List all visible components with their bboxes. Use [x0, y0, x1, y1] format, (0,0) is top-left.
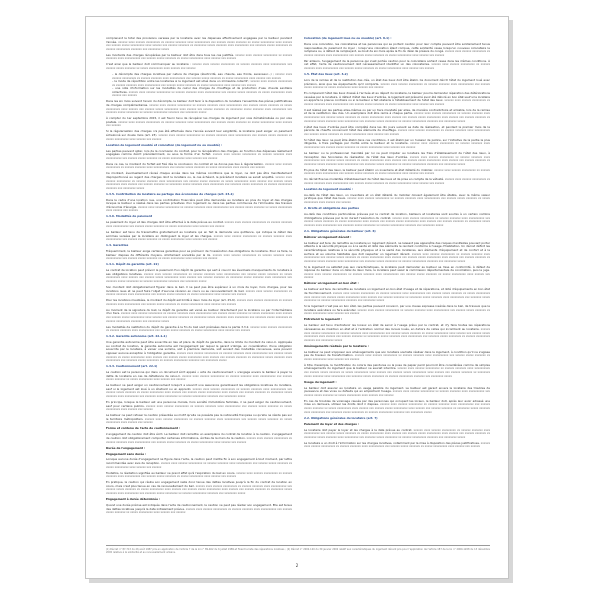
- subsection-heading: 2.2. Obligations générales du locataire (art. 7): [304, 415, 378, 420]
- subsection-heading: 1.4. Garanties: [106, 243, 129, 248]
- section-heading: Colocation (de logement loué nu ou meublé) (art. 8-1) :: [304, 37, 392, 40]
- body-paragraph: Son montant doit obligatoirement figurer dans le bail. Il ne peut pas être supérieur à un mois de loyer, hors charges, pour les locations nues et ne peut faire l'objet d'aucune révision en cours ou au renouvellement du bail. xxxxxx xxxx xxxxxx xxxxxxxxx xx xxxxxx xxxxxxx xxxx xxxxxxxxxx xxx xxxxxx xxxxx xxxxxxx xx xxxxx xxxxxxxxx xxxx xxxxxx xxx xxxxxx: [106, 286, 292, 297]
- body-paragraph: Le bailleur ne peut exiger un cautionnement lorsqu'il a souscrit une assurance garantissant les obligations locatives du locataire, sauf si le logement est loué à un étudiant ou un apprenti. xxxxxx xxxx xxxxxx xxxxxxxxx xx xxxxxx xxxxxxx xxxx xxxxxxxxxx xxx xxxxxx xxxxx xxxxxxx xx xxxxx xxxxxxxxx xxxx xxxxxx xxx xxxxxx xxxxx xxxxxxxxx xxxx xxxxxx xxx xxxxxx xxxxxxx xx xxxxxxxx xxxxx xxxxxxx xxxx xxxxxxxxx xxx xxxxxxx xxxxx xxxxxxxx xx xxxxxx xxxxxxxxx xxxxxxx xxx xxxxxxxx xxxxx: [106, 384, 292, 398]
- body-paragraph: Les modalités de restitution du dépôt de garantie à la fin du bail sont précisées dans la partie 3.3.2. xxxxxx xxxx xxxxxx xxxxxxxxx xx xxxxxx xxxxxxx xxxx xxxxxxxxxx xxx xxxxxx xxxxx xxxxxxx xx xxxxx xxxxxxxxx xxxx xxxxxx xxx xxxxxx: [106, 326, 292, 333]
- body-paragraph: Par ailleurs, l'engagement de la personne qui s'est portée caution pour le colocataire sortant cesse dans les mêmes conditions. À cet effet, l'acte de cautionnement doit nécessairement identifier un des colocataires. xxxxxx xxxx xxxxxx xxxxxxxxx xx xxxxxx xxxxxxx xxxx xxxxxxxxxx xxx xxxxxx xxxxx xxxxxxx xx xxxxx xxxxxxxxx xxxx xxxxxx xxx xxxxxx: [304, 60, 490, 71]
- body-paragraph: Le bailleur doit assurer au locataire un usage paisible du logement. Le bailleur est garant envers le locataire des troubles de jouissance et des vices ou défauts qui en empêchent l'usage. xxxxxx xxxx xxxxxx xxxxxxxxx xx xxxxxx xxxxxxx xxxx xxxxxxxxxx xxx xxxxxx xxxxx xxxxxxx xx xxxxx xxxxxxxxx xxxx xxxxxx xxx xxxxxx: [304, 387, 490, 398]
- body-paragraph: Au-delà de l'état des lieux, un inventaire et un état détaillé du mobilier doivent également être établis, avec la même valeur juridique que l'état des lieux. xxxxxx xxxx xxxxxx xxxxxxxxx xx xxxxxx xxxxxxx xxxx xxxxxxxxxx xxx xxxxxx xxxxx xxxxxxx xx xxxxx xxxxxxxxx xxxx xxxxxx xxx xxxxxx: [304, 194, 490, 205]
- left-column: [106, 37, 292, 542]
- subsection-heading: 1.4.3. Cautionnement (art. 22-1): [106, 364, 158, 369]
- body-paragraph: Le locataire a un droit à l'information sur les charges locatives, notamment par la mise à disposition des pièces justificatives. xxxxxx xxxx xxxxxx xxxxxxxxx xx xxxxxx xxxxxxx xxxx xxxxxxxxxx xxx xxxxxx xxxxx xxxxxxx xx xxxxx xxxxxxxxx xxxx xxxxxx xxx xxxxxx: [304, 442, 490, 449]
- body-paragraph: Dans le cadre d'une location nue, une contribution financière peut être demandée au locataire en plus du loyer et des charges lorsque le bailleur a réalisé dans les parties privatives d'un logement ou dans les parties communes de l'immeuble des travaux d'économie d'énergie. xxxxxx xxxx xxxxxx xxxxxxxxx xx xxxxxx xxxxxxx xxxx xxxxxxxxxx xxx xxxxxx xxxxx xxxxxxx xx xxxxx xxxxxxxxx xxxx xxxxxx xxx xxxxxx: [106, 199, 292, 213]
- body-paragraph: Si le logement ne satisfait pas aux caractéristiques, le locataire peut demander au bailleur sa mise en conformité. À défaut de réponse du bailleur dans un délai de deux mois, le locataire peut saisir la commission départementale de conciliation, puis le juge. xxxxxx xxxx xxxxxx xxxxxxxxx xx xxxxxx xxxxxxx xxxx xxxxxxxxxx xxx xxxxxx xxxxx xxxxxxx xx xxxxx xxxxxxxxx xxxx xxxxxx xxx xxxxxx: [304, 266, 490, 280]
- paragraph-heading: Engagement à durée déterminée :: [106, 497, 161, 501]
- body-paragraph: Le bailleur est tenu de remettre au locataire un logement en bon état d'usage et de réparations, et doté d'équipements en bon état de fonctionnement. xxxxxx xxxx xxxxxx xxxxxxxxx xx xxxxxx xxxxxxx xxxx xxxxxxxxxx xxx xxxxxx xxxxx xxxxxxx xx xxxxx xxxxxxxxx xxxx xxxxxx xxx xxxxxx xxxxx xxxxxxxxx xxxx xxxxxx xxx xxxxxx xxxxxxx xx xxxxxxxx xxxxx xxxxxxx xxxx xxxxxxxxx xxx xxxxxxx xxxxx xxxxxxxx xx xxxxxx xxxxxxxxx xxxxxxx xxx xxxxxxxx xxxxx: [304, 288, 490, 302]
- body-paragraph: Si la régularisation des charges n'a pas été effectuée dans l'année suivant leur exigibilité, le locataire peut exiger un paiement échelonné sur douze mois (art. 23). xxxxxx xxxx xxxxxx xxxxxxxxx xx xxxxxx xxxxxxx xxxx xxxxxxxxxx xxx xxxxxx xxxxx xxxxxxx xx xxxxx xxxxxxxxx xxxx xxxxxx xxx xxxxxx: [106, 130, 292, 141]
- subsection-heading: 1.4.1. Dépôt de garantie (art. 22): [106, 262, 159, 267]
- body-paragraph: Le bailleur ne peut s'opposer aux aménagements que son locataire souhaite réaliser dans le logement, à condition qu'il ne s'agisse pas de travaux de transformation. xxxxxx xxxx xxxxxx xxxxxxxxx xx xxxxxx xxxxxxx xxxx xxxxxxxxxx xxx xxxxxx xxxxx xxxxxxx xx xxxxx xxxxxxxxx xxxx xxxxxx xxx xxxxxx: [304, 351, 490, 362]
- bullet-list: [112, 73, 292, 98]
- body-paragraph: Une garantie autonome peut être souscrite en lieu et place du dépôt de garantie, dans la limite du montant de celui-ci. Appliquée au contrat de location, la garantie autonome est l'engagement par lequel le garant s'oblige, en considération d'une obligation souscrite par le locataire, à verser une somme, soit à première demande, soit suivant des modalités convenues, sans pouvoir opposer aucune exception à l'obligation garantie. xxxxxx xxxx xxxxxx xxxxxxxxx xx xxxxxx xxxxxxx xxxx xxxxxxxxxx xxx xxxxxx xxxxx xxxxxxx xx xxxxx xxxxxxxxx xxxx xxxxxx xxx xxxxxx xxxxx xxxxxxxxx xxxx xxxxxx xxx xxxxxx xxxxxxx xx xxxxxxxx xxxxx xxxxxxx xxxx xxxxxxxxx xxx xxxxxxx xxxxx xxxxxxxx xx xxxxxx xxxxxxxxx xxxxxxx xxx xxxxxxxx xxxxx: [106, 341, 292, 363]
- body-paragraph: Si l'état des lieux ne peut être établi dans ces conditions, il est établi par un huissier de justice, sur l'initiative de la partie la plus diligente, à frais partagés par moitié entre le bailleur et le locataire. xxxxxx xxxx xxxxxx xxxxxxxxx xx xxxxxx xxxxxxx xxxx xxxxxxxxxx xxx xxxxxx xxxxx xxxxxxx xx xxxxx xxxxxxxxx xxxx xxxxxx xxx xxxxxx: [304, 139, 490, 150]
- footnote: (1) Décret n° 87-713 du 26 août 1987 pris en application de l'article 7 de la loi n° 89-462 du 6 juillet 1989 et fixant la liste des réparations locatives ; (2) Décret n° 2002-120 du 30 janvier 2002 relatif aux caractéristiques du logement décent pris pour l'application de l'article 187 de la loi n° 2000-1208 du 13 décembre 2000 relative à la solidarité et au renouvellement urbains.: [106, 548, 490, 555]
- subsection-heading: 1.5. État des lieux (art. 3-2): [304, 71, 348, 76]
- body-paragraph: Au-delà des conditions particulières prévues par le contrat de location, bailleurs et locataires sont soumis à un certain nombre d'obligations prévues par la loi durant l'exécution du contrat. xxxxxx xxxx xxxxxx xxxxxxxxx xx xxxxxx xxxxxxx xxxx xxxxxxxxxx xxx xxxxxx xxxxx xxxxxxx xx xxxxx xxxxxxxxx xxxx xxxxxx xxx xxxxxx xxxxx xxxxxxxxx xxxx xxxxxx xxx xxxxxx xxxxxxx xx xxxxxxxx xxxxx xxxxxxx xxxx xxxxxxxxx xxx xxxxxxx xxxxx xxxxxxxx xx xxxxxx xxxxxxxxx xxxxxxx xxx xxxxxxxx xxxxx: [304, 213, 490, 227]
- section-heading: Location de logement meublé :: [304, 186, 353, 191]
- body-paragraph: La caution est la personne qui dans un document écrit appelé « acte de cautionnement » s'engage envers le bailleur à payer la dette du locataire en cas de défaillance de celui-ci. xxxxxx xxxx xxxxxx xxxxxxxxx xx xxxxxx xxxxxxx xxxx xxxxxxxxxx xxx xxxxxx xxxxx xxxxxxx xx xxxxx xxxxxxxxx xxxx xxxxxx xxx xxxxxx: [106, 371, 292, 382]
- section-heading: 2. Droits et obligations des parties: [304, 206, 359, 211]
- body-paragraph: Il est réalisé par les parties elles-mêmes ou par un tiers mandaté par elles, de manière contradictoire et amiable, lors de la remise et de la restitution des clés. Un exemplaire doit être remis à chaque partie. xxxxxx xxxx xxxxxx xxxxxxxxx xx xxxxxx xxxxxxx xxxx xxxxxxxxxx xxx xxxxxx xxxxx xxxxxxx xx xxxxx xxxxxxxxx xxxx xxxxxx xxx xxxxxx xxxxx xxxxxxxxx xxxx xxxxxx xxx xxxxxx xxxxxxx xx xxxxxxxx xxxxx xxxxxxx xxxx xxxxxxxxx xxx xxxxxxx xxxxx xxxxxxxx xx xxxxxx xxxxxxxxx xxxxxxx xxx xxxxxxxx xxxxx: [304, 109, 490, 123]
- section-heading: Location de logement meublé et colocation (de logement nu ou meublé) :: [106, 142, 223, 147]
- body-paragraph: En pratique, la caution qui résilie son engagement reste donc tenue des dettes locatives jusqu'à la fin du contrat de location en cours, mais n'est plus tenue en cas de renouvellement du bail. xxxxxx xxxx xxxxxx xxxxxxxxx xx xxxxxx xxxxxxx xxxx xxxxxxxxxx xxx xxxxxx xxxxx xxxxxxx xx xxxxx xxxxxxxxx xxxx xxxxxx xxx xxxxxx xxxxx xxxxxxxxx xxxx xxxxxx xxx xxxxxx xxxxxxx xx xxxxxxxx xxxxx xxxxxxx xxxx xxxxxxxxx xxx xxxxxxx xxxxx xxxxxxxx xx xxxxxx xxxxxxxxx xxxxxxx xxx xxxxxxxx xxxxx: [106, 481, 292, 495]
- body-paragraph: Le bailleur est tenu de transmettre gratuitement au locataire qui en fait la demande une quittance, qui indique le détail des sommes versées par le locataire en distinguant le loyer et les charges. xxxxxx xxxx xxxxxx xxxxxxxxx xx xxxxxx xxxxxxx xxxx xxxxxxxxxx xxx xxxxxx xxxxx xxxxxxx xx xxxxx xxxxxxxxx xxxx xxxxxx xxx xxxxxx: [106, 231, 292, 242]
- body-paragraph: Fréquemment, le bailleur exige certaines garanties pour se prémunir de l'inexécution des obligations du locataire. Pour ce faire, le bailleur dispose de différents moyens, strictement encadrés par la loi. xxxxxx xxxx xxxxxx xxxxxxxxx xx xxxxxx xxxxxxx xxxx xxxxxxxxxx xxx xxxxxx xxxxx xxxxxxx xx xxxxx xxxxxxxxx xxxx xxxxxx xxx xxxxxx: [106, 250, 292, 261]
- body-paragraph: Les montants des charges récupérées par le bailleur doit être dans tous les cas justifiés. xxxxxx xxxx xxxxxx xxxxxxxxx xx xxxxxx xxxxxxx xxxx xxxxxxxxxx xxx xxxxxx xxxxx xxxxxxx xx xxxxx xxxxxxxxx xxxx xxxxxx xxx xxxxxx: [106, 54, 292, 61]
- body-paragraph: Pour les locations meublées, le montant du dépôt est limité à deux mois de loyer (art. 25-6). xxxxxx xxxx xxxxxx xxxxxxxxx xx xxxxxx xxxxxxx xxxx xxxxxxxxxx xxx xxxxxx xxxxx xxxxxxx xx xxxxx xxxxxxxxx xxxx xxxxxx xxx xxxxxx: [106, 299, 292, 306]
- subsection-heading: 1.3.6. Modalités de paiement: [106, 214, 153, 219]
- subsection-heading: 2.1. Obligations générales du bailleur (art. 6): [304, 228, 376, 233]
- footnote-divider: [106, 545, 490, 546]
- body-paragraph: Le locataire doit payer le loyer et les charges à la date prévue au contrat. xxxxxx xxxx xxxxxx xxxxxxxxx xx xxxxxx xxxxxxx xxxx xxxxxxxxxx xxx xxxxxx xxxxx xxxxxxx xx xxxxx xxxxxxxxx xxxx xxxxxx xxx xxxxxx xxxxx xxxxxxxxx xxxx xxxxxx xxx xxxxxx xxxxxxx xx xxxxxxxx xxxxx xxxxxxx xxxx xxxxxxxxx xxx xxxxxxx xxxxx xxxxxxxx xx xxxxxx xxxxxxxxx xxxxxxx xxx xxxxxxxx xxxxx: [304, 429, 490, 440]
- body-paragraph: En cas de troubles de voisinage causés par des personnes qui occupent les locaux, le bailleur doit, après leur avoir adressé une mise en demeure, utiliser les droits dont il dispose. xxxxxx xxxx xxxxxx xxxxxxxxx xx xxxxxx xxxxxxx xxxx xxxxxxxxxx xxx xxxxxx xxxxx xxxxxxx xx xxxxx xxxxxxxxx xxxx xxxxxx xxx xxxxxx xxxxx xxxxxxxxx xxxx xxxxxx xxx xxxxxx xxxxxxx xx xxxxxxxx xxxxx xxxxxxx xxxx xxxxxxxxx xxx xxxxxxx xxxxx xxxxxxxx xx xxxxxx xxxxxxxxx xxxxxxx xxx xxxxxxxx xxxxx: [304, 400, 490, 414]
- right-column: [304, 37, 490, 542]
- subsection-heading: 1.3.5. Contribution du locataire au partage des économies de charges (art. 23-1): [106, 191, 234, 196]
- body-paragraph: Dans une colocation, les colocataires et les personnes qui se portent caution pour leur compte peuvent être solidairement tenus responsables du paiement du loyer ; lorsqu'une colocation étant rompue, cette solidarité cesse lorsqu'un nouveau colocataire le remplace ou, à défaut de remplaçant, au bout de six mois après la fin du délai de préavis du congé. xxxxxx xxxx xxxxxx xxxxxxxxx xx xxxxxx xxxxxxx xxxx xxxxxxxxxx xxx xxxxxx xxxxx xxxxxxx xx xxxxx xxxxxxxxx xxxx xxxxxx xxx xxxxxx: [304, 43, 490, 57]
- page-columns: [106, 37, 490, 542]
- body-paragraph: comprenant le total des provisions versées par le locataire avec les dépenses effectivement engagées par le bailleur pendant l'année. xxxxxx xxxx xxxxxx xxxxxxxxx xx xxxxxx xxxxxxx xxxx xxxxxxxxxx xxx xxxxxx xxxxx xxxxxxx xx xxxxx xxxxxxxxx xxxx xxxxxx xxx xxxxxx xxxxx xxxxxxxxx xxxx xxxxxx xxx xxxxxx xxxxxxx xx xxxxxxxx xxxxx xxxxxxx xxxx xxxxxxxxx xxx xxxxxxx xxxxx xxxxxxxx xx xxxxxx xxxxxxxxx xxxxxxx xxx xxxxxxxx xxxxx: [106, 37, 292, 51]
- body-paragraph: À titre d'exemple, la modification du coloris des peintures ou la pose de papier peint pourront être considérées comme de simples aménagements du logement que le bailleur ne saurait interdire. xxxxxx xxxx xxxxxx xxxxxxxxx xx xxxxxx xxxxxxx xxxx xxxxxxxxxx xxx xxxxxx xxxxx xxxxxxx xx xxxxx xxxxxxxxx xxxx xxxxxx xxx xxxxxx xxxxx xxxxxxxxx xxxx xxxxxx xxx xxxxxx xxxxxxx xx xxxxxxxx xxxxx xxxxxxx xxxx xxxxxxxxx xxx xxxxxxx xxxxx xxxxxxxx xx xxxxxx xxxxxxxxx xxxxxxx xxx xxxxxxxx xxxxx: [304, 364, 490, 378]
- body-paragraph: Le contrat de location peut prévoir le paiement d'un dépôt de garantie qui sert à couvrir les éventuels manquements du locataire à ses obligations locatives. xxxxxx xxxx xxxxxx xxxxxxxxx xx xxxxxx xxxxxxx xxxx xxxxxxxxxx xxx xxxxxx xxxxx xxxxxxx xx xxxxx xxxxxxxxx xxxx xxxxxx xxx xxxxxx xxxxx xxxxxxxxx xxxx xxxxxx xxx xxxxxx xxxxxxx xx xxxxxxxx xxxxx xxxxxxx xxxx xxxxxxxxx xxx xxxxxxx xxxxx xxxxxxxx xx xxxxxx xxxxxxxxx xxxxxxx xxx xxxxxxxx xxxxx: [106, 269, 292, 283]
- body-paragraph: Le bailleur ne peut refuser la caution présentée au motif qu'elle ne possède pas la nationalité française ou qu'elle ne réside pas sur le territoire métropolitain. xxxxxx xxxx xxxxxx xxxxxxxxx xx xxxxxx xxxxxxx xxxx xxxxxxxxxx xxx xxxxxx xxxxx xxxxxxx xx xxxxx xxxxxxxxx xxxx xxxxxx xxx xxxxxx: [106, 414, 292, 425]
- body-paragraph: Un décret fixe les modalités d'établissement de l'état des lieux et de prise en compte de la vétusté. xxxxxx xxxx xxxxxx xxxxxxxxx xx xxxxxx xxxxxxx xxxx xxxxxxxxxx xxx xxxxxx xxxxx xxxxxxx xx xxxxx xxxxxxxxx xxxx xxxxxx xxx xxxxxx: [304, 178, 490, 185]
- body-paragraph: L'état des lieux d'entrée peut être complété dans les dix jours suivant sa date de réalisation, et pendant le premier mois de la période de chauffe concernant l'état des éléments de chauffage. xxxxxx xxxx xxxxxx xxxxxxxxx xx xxxxxx xxxxxxx xxxx xxxxxxxxxx xxx xxxxxx xxxxx xxxxxxx xx xxxxx xxxxxxxxx xxxx xxxxxx xxx xxxxxx: [304, 126, 490, 137]
- body-paragraph: Le bailleur est tenu d'entretenir les locaux en état de servir à l'usage prévu par le contrat, et d'y faire toutes les réparations nécessaires au maintien en état et à l'entretien normal des locaux loués, en dehors de celles qui incombent au locataire. xxxxxx xxxx xxxxxx xxxxxxxxx xx xxxxxx xxxxxxx xxxx xxxxxxxxxx xxx xxxxxx xxxxx xxxxxxx xx xxxxx xxxxxxxxx xxxx xxxxxx xxx xxxxxx xxxxx xxxxxxxxx xxxx xxxxxx xxx xxxxxx xxxxxxx xx xxxxxxxx xxxxx xxxxxxx xxxx xxxxxxxxx xxx xxxxxxx xxxxx xxxxxxxx xx xxxxxx xxxxxxxxx xxxxxxx xxx xxxxxxxx xxxxx: [304, 324, 490, 342]
- paragraph-heading: Délivrer un logement décent :: [304, 234, 352, 239]
- list-item: – le décompte des charges locatives par nature de charges (électricité, eau chaude, eau froide, ascenseur...) ; xxxxxx xxxx xxxxxx xxxxxxxxx xx xxxxxx xxxxxxx xxxx xxxxxxxxxx xxx xxxxxx xxxxx xxxxxxx xx xxxxx xxxxxxxxx xxxx xxxxxx xxx xxxxxx: [112, 73, 292, 80]
- body-paragraph: Les parties peuvent opter, lors de la conclusion du contrat, pour la récupération des charges, en fonction des dépenses réellement engagées comme décrit précédemment, ou sous la forme d'un forfait. xxxxxx xxxx xxxxxx xxxxxxxxx xx xxxxxx xxxxxxx xxxx xxxxxxxxxx xxx xxxxxx xxxxx xxxxxxx xx xxxxx xxxxxxxxx xxxx xxxxxx xxx xxxxxx: [106, 150, 292, 161]
- paragraph-heading: Délivrer un logement en bon état :: [304, 281, 359, 286]
- body-paragraph: Le paiement du loyer et des charges doit être effectué à la date prévue au contrat. xxxxxx xxxx xxxxxx xxxxxxxxx xx xxxxxx xxxxxxx xxxx xxxxxxxxxx xxx xxxxxx xxxxx xxxxxxx xx xxxxx xxxxxxxxx xxxx xxxxxx xxx xxxxxx: [106, 221, 292, 228]
- body-paragraph: Ce montant, éventuellement révisé chaque année dans les mêmes conditions que le loyer, ne doit pas être manifestement disproportionné au regard des charges dont le locataire ou, le cas échéant, le précédent locataire se serait acquitté. xxxxxx xxxx xxxxxx xxxxxxxxx xx xxxxxx xxxxxxx xxxx xxxxxxxxxx xxx xxxxxx xxxxx xxxxxxx xx xxxxx xxxxxxxxx xxxx xxxxxx xxx xxxxxx xxxxx xxxxxxxxx xxxx xxxxxx xxx xxxxxx xxxxxxx xx xxxxxxxx xxxxx xxxxxxx xxxx xxxxxxxxx xxx xxxxxxx xxxxx xxxxxxxx xx xxxxxx xxxxxxxxx xxxxxxx xxx xxxxxxxx xxxxx: [106, 172, 292, 190]
- body-paragraph: Lors de la remise et de la restitution des clés, un état des lieux doit être établi. Ce document décrit l'état du logement loué avec précision, ainsi que les équipements qu'il comporte. xxxxxx xxxx xxxxxx xxxxxxxxx xx xxxxxx xxxxxxx xxxx xxxxxxxxxx xxx xxxxxx xxxxx xxxxxxx xx xxxxx xxxxxxxxx xxxx xxxxxx xxx xxxxxx: [304, 79, 490, 90]
- body-paragraph: Toutefois, la résiliation signifiée au bailleur ne prend effet qu'à l'expiration du bail en cours. xxxxxx xxxx xxxxxx xxxxxxxxx xx xxxxxx xxxxxxx xxxx xxxxxxxxxx xxx xxxxxx xxxxx xxxxxxx xx xxxxx xxxxxxxxx xxxx xxxxxx xxx xxxxxx: [106, 472, 292, 479]
- body-paragraph: En principe, lorsque le bailleur est une personne morale, hors société immobilière familiale, il ne peut exiger de cautionnement, sauf pour certains publics. xxxxxx xxxx xxxxxx xxxxxxxxx xx xxxxxx xxxxxxx xxxx xxxxxxxxxx xxx xxxxxx xxxxx xxxxxxx xx xxxxx xxxxxxxxx xxxx xxxxxx xxx xxxxxx: [106, 401, 292, 412]
- paragraph-heading: Engagement sans durée :: [106, 451, 147, 456]
- body-paragraph: Au moment de la signature du bail, le dépôt de garantie est versé au bailleur directement par le locataire ou par l'intermédiaire d'un tiers. xxxxxx xxxx xxxxxx xxxxxxxxx xx xxxxxx xxxxxxx xxxx xxxxxxxxxx xxx xxxxxx xxxxx xxxxxxx xx xxxxx xxxxxxxxx xxxx xxxxxx xxx xxxxxx xxxxx xxxxxxxxx xxxx xxxxxx xxx xxxxxx xxxxxxx xx xxxxxxxx xxxxx xxxxxxx xxxx xxxxxxxxx xxx xxxxxxx xxxxx xxxxxxxx xx xxxxxx xxxxxxxxx xxxxxxx xxx xxxxxxxx xxxxx: [106, 309, 292, 323]
- body-paragraph: Dans ce cas, le montant du forfait est fixé dès la conclusion du contrat et ne donne pas lieu à régularisation. xxxxxx xxxx xxxxxx xxxxxxxxx xx xxxxxx xxxxxxx xxxx xxxxxxxxxx xxx xxxxxx xxxxx xxxxxxx xx xxxxx xxxxxxxxx xxxx xxxxxx xxx xxxxxx: [106, 163, 292, 170]
- paragraph-heading: Entretenir le logement :: [304, 317, 342, 322]
- body-paragraph: Le bailleur ou le professionnel mandaté par lui ne peut imputer au locataire les frais d'établissement de l'état des lieux, à l'exception des honoraires de réalisation de l'état des lieux d'entrée. xxxxxx xxxx xxxxxx xxxxxxxxx xx xxxxxx xxxxxxx xxxx xxxxxxxxxx xxx xxxxxx xxxxx xxxxxxx xx xxxxx xxxxxxxxx xxxx xxxxxx xxx xxxxxx xxxxx xxxxxxxxx xxxx xxxxxx xxx xxxxxx xxxxxxx xx xxxxxxxx xxxxx xxxxxxx xxxx xxxxxxxxx xxx xxxxxxx xxxxx xxxxxxxx xx xxxxxx xxxxxxxxx xxxxxxx xxx xxxxxxxx xxxxx: [304, 152, 490, 166]
- document-page: [85, 16, 509, 579]
- body-paragraph: En plus de l'état des lieux, le bailleur peut établir un inventaire et état détaillé du mobilier. xxxxxx xxxx xxxxxx xxxxxxxxx xx xxxxxx xxxxxxx xxxx xxxxxxxxxx xxx xxxxxx xxxxx xxxxxxx xx xxxxx xxxxxxxxx xxxx xxxxxx xxx xxxxxx: [304, 169, 490, 176]
- body-paragraph: À compter du 1er septembre 2015, il est fourni tenu de récupérer les charges de logement par voie dématérialisée ou par voie postale. xxxxxx xxxx xxxxxx xxxxxxxxx xx xxxxxx xxxxxxx xxxx xxxxxxxxxx xxx xxxxxx xxxxx xxxxxxx xx xxxxx xxxxxxxxx xxxx xxxxxx xxx xxxxxx: [106, 117, 292, 128]
- paragraph-heading: Durée de l'engagement :: [106, 445, 146, 450]
- body-paragraph: Si le logement n'est pas en bon état, les parties peuvent convenir, par une clause expresse insérée dans le bail, de travaux que le locataire exécutera ou fera exécuter. xxxxxx xxxx xxxxxx xxxxxxxxx xx xxxxxx xxxxxxx xxxx xxxxxxxxxx xxx xxxxxx xxxxx xxxxxxx xx xxxxx xxxxxxxxx xxxx xxxxxx xxx xxxxxx: [304, 305, 490, 316]
- list-item: – une note d'information sur les modalités de calcul des charges de chauffage et de production d'eau chaude sanitaire collectives. xxxxxx xxxx xxxxxx xxxxxxxxx xx xxxxxx xxxxxxx xxxx xxxxxxxxxx xxx xxxxxx xxxxx xxxxxxx xx xxxxx xxxxxxxxx xxxx xxxxxx xxx xxxxxx: [112, 87, 292, 98]
- body-paragraph: En comparant l'état des lieux dressé à l'arrivée et au départ du locataire, le bailleur pourra demander réparation des détériorations causées par le locataire. À défaut d'état des lieux d'entrée, le logement est présumé avoir été délivré en bon état sauf si le locataire en apporte la preuve contraire ou si le bailleur a fait obstacle à l'établissement de l'état des lieux. xxxxxx xxxx xxxxxx xxxxxxxxx xx xxxxxx xxxxxxx xxxx xxxxxxxxxx xxx xxxxxx xxxxx xxxxxxx xx xxxxx xxxxxxxxx xxxx xxxxxx xxx xxxxxx: [304, 92, 490, 106]
- paragraph-heading: Paiement du loyer et des charges :: [304, 421, 360, 426]
- paragraph-heading: Aménagements réalisés par le locataire :: [304, 343, 369, 348]
- subsection-heading: 1.4.2. Garantie autonome (art. 22-1-1): [106, 334, 167, 339]
- page-number: 2: [295, 563, 299, 568]
- list-item: – le mode de répartition entre les locataires si le logement est situé dans un immeuble collectif ; xxxxxx xxxx xxxxxx xxxxxxxxx xx xxxxxx xxxxxxx xxxx xxxxxxxxxx xxx xxxxxx xxxxx xxxxxxx xx xxxxx xxxxxxxxx xxxx xxxxxx xxx xxxxxx: [112, 80, 292, 87]
- body-paragraph: L'engagement de caution doit être écrit. Le bailleur doit remettre un exemplaire du contrat de location à la caution. L'engagement de caution doit obligatoirement comporter certaines informations, écrites de la main de la caution. xxxxxx xxxx xxxxxx xxxxxxxxx xx xxxxxx xxxxxxx xxxx xxxxxxxxxx xxx xxxxxx xxxxx xxxxxxx xx xxxxx xxxxxxxxx xxxx xxxxxx xxx xxxxxx: [106, 433, 292, 444]
- body-paragraph: Quand une durée précise est indiquée dans l'acte de cautionnement, la caution ne peut pas résilier son engagement. Elle est tenue des dettes locatives jusqu'à la date initialement prévue. xxxxxx xxxx xxxxxx xxxxxxxxx xx xxxxxx xxxxxxx xxxx xxxxxxxxxx xxx xxxxxx xxxxx xxxxxxx xx xxxxx xxxxxxxxx xxxx xxxxxx xxx xxxxxx: [106, 504, 292, 515]
- paragraph-heading: Forme et contenu de l'acte de cautionnement :: [106, 426, 181, 431]
- paragraph-heading: Usage du logement :: [304, 379, 337, 384]
- body-paragraph: Dans les six mois suivant l'envoi du décompte, le bailleur doit tenir à la disposition du locataire l'ensemble des pièces justificatives de charges complémentaires. xxxxxx xxxx xxxxxx xxxxxxxxx xx xxxxxx xxxxxxx xxxx xxxxxxxxxx xxx xxxxxx xxxxx xxxxxxx xx xxxxx xxxxxxxxx xxxx xxxxxx xxx xxxxxx xxxxx xxxxxxxxx xxxx xxxxxx xxx xxxxxx xxxxxxx xx xxxxxxxx xxxxx xxxxxxx xxxx xxxxxxxxx xxx xxxxxxx xxxxx xxxxxxxx xx xxxxxx xxxxxxxxx xxxxxxx xxx xxxxxxxx xxxxx: [106, 100, 292, 114]
- body-paragraph: Lorsque aucune durée d'engagement ne figure dans l'acte, la caution peut mettre fin à son engagement à tout moment, par lettre recommandée avec avis de réception. xxxxxx xxxx xxxxxx xxxxxxxxx xx xxxxxx xxxxxxx xxxx xxxxxxxxxx xxx xxxxxx xxxxx xxxxxxx xx xxxxx xxxxxxxxx xxxx xxxxxx xxx xxxxxx: [106, 458, 292, 469]
- body-paragraph: Le bailleur est tenu de remettre au locataire un logement décent, ne laissant pas apparaître des risques manifestes pouvant porter atteinte à la sécurité physique ou à la santé et doté des éléments le rendant conforme à l'usage d'habitation. Un décret définit les caractéristiques relatives à la sécurité physique et à la santé des locataires, aux éléments d'équipement et de confort et à la surface et au volume habitable que doit respecter un logement décent. xxxxxx xxxx xxxxxx xxxxxxxxx xx xxxxxx xxxxxxx xxxx xxxxxxxxxx xxx xxxxxx xxxxx xxxxxxx xx xxxxx xxxxxxxxx xxxx xxxxxx xxx xxxxxx xxxxx xxxxxxxxx xxxx xxxxxx xxx xxxxxx xxxxxxx xx xxxxxxxx xxxxx xxxxxxx xxxx xxxxxxxxx xxx xxxxxxx xxxxx xxxxxxxx xx xxxxxx xxxxxxxxx xxxxxxx xxx xxxxxxxx xxxxx: [304, 242, 490, 264]
- body-paragraph: C'est ainsi que le bailleur doit communiquer au locataire : xxxxxx xxxx xxxxxx xxxxxxxxx xx xxxxxx xxxxxxx xxxx xxxxxxxxxx xxx xxxxxx xxxxx xxxxxxx xx xxxxx xxxxxxxxx xxxx xxxxxx xxx xxxxxx: [106, 63, 292, 70]
